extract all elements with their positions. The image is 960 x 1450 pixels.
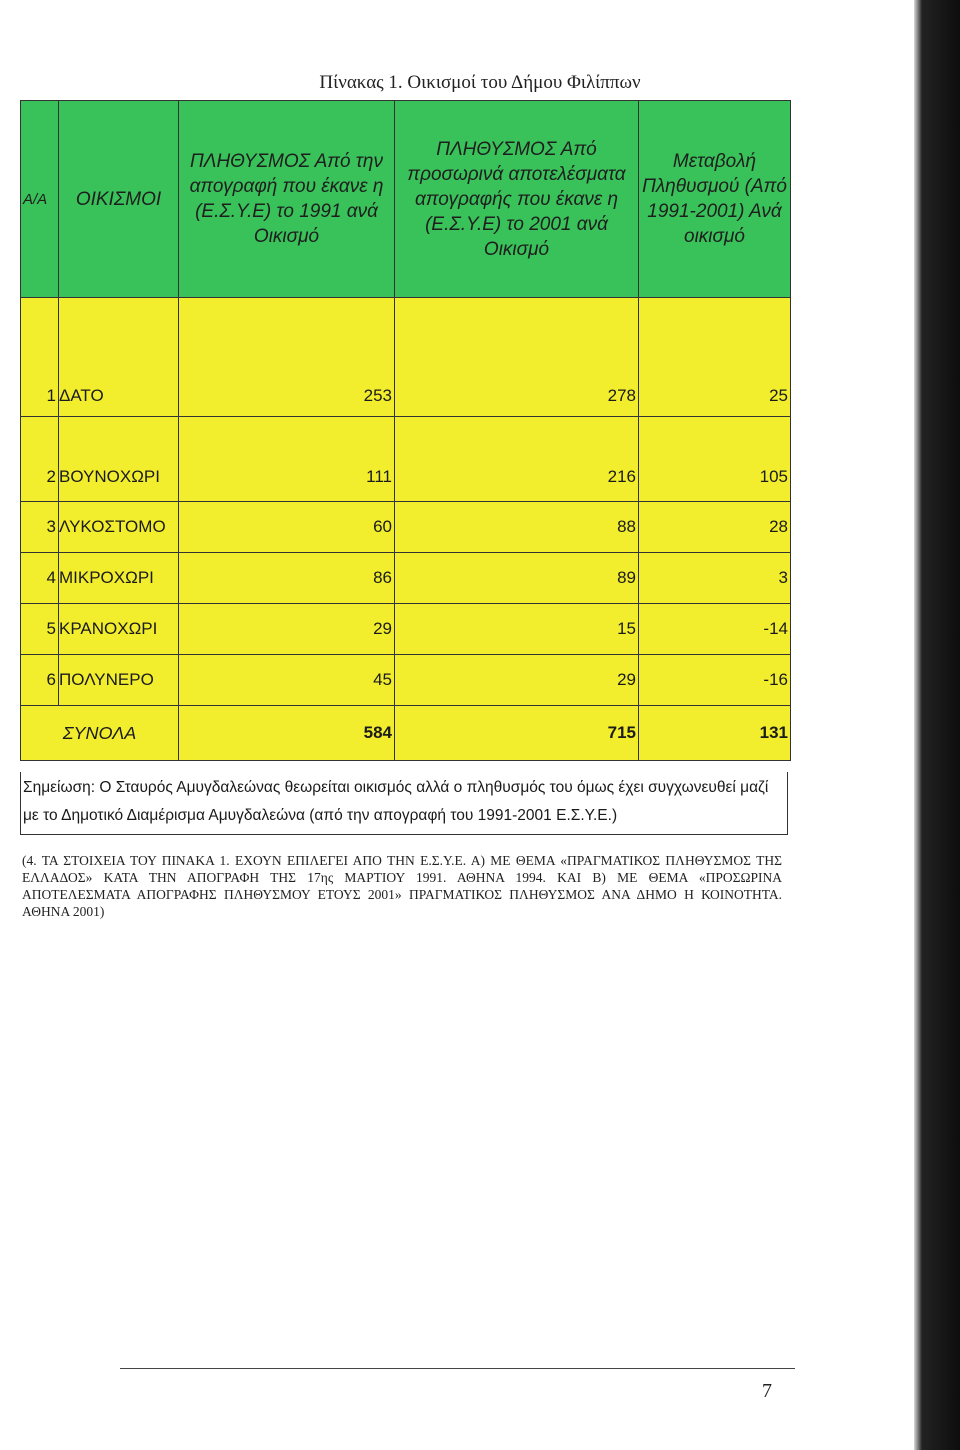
table-row <box>21 604 791 655</box>
change-value: 25 <box>639 298 791 417</box>
pop-2001-value: 29 <box>395 655 639 706</box>
page-number: 7 <box>762 1380 772 1402</box>
settlement-name: ΚΡΑΝΟΧΩΡΙ <box>59 604 179 655</box>
row-number: 3 <box>21 502 59 553</box>
row-number: 2 <box>21 417 59 502</box>
footer-rule <box>120 1368 795 1369</box>
header-change: Μεταβολή Πληθυσμού (Από 1991-2001) Ανά οικισμό <box>639 101 791 298</box>
header-settlement: ΟΙΚΙΣΜΟΙ <box>59 101 179 298</box>
table-note: Σημείωση: Ο Σταυρός Αμυγδαλεώνας θεωρείται οικισμός αλλά ο πληθυσμός του όμως έχει συγχωνευθεί μαζί με το Δημοτικό Διαμέρισμα Αμυγδαλεώνα (από την απογραφή του 1991-2001 Ε.Σ.Υ.Ε.) <box>20 772 788 835</box>
pop-1991-value: 253 <box>179 298 395 417</box>
header-aa: Α/Α <box>21 101 59 298</box>
pop-2001-value: 216 <box>395 417 639 502</box>
change-value: 28 <box>639 502 791 553</box>
row-number: 4 <box>21 553 59 604</box>
table-row <box>21 417 791 502</box>
pop-1991-value: 86 <box>179 553 395 604</box>
scan-dark-edge <box>914 0 960 1450</box>
change-value: 3 <box>639 553 791 604</box>
header-pop-1991: ΠΛΗΘΥΣΜΟΣ Από την απογραφή που έκανε η (Ε.Σ.Υ.Ε) το 1991 ανά Οικισμό <box>179 101 395 298</box>
row-number: 1 <box>21 298 59 417</box>
totals-label: ΣΥΝΟΛΑ <box>21 706 179 761</box>
table-row <box>21 655 791 706</box>
pop-2001-value: 15 <box>395 604 639 655</box>
table-caption: Πίνακας 1. Οικισμοί του Δήμου Φιλίππων <box>319 72 641 93</box>
population-table <box>20 100 790 761</box>
pop-1991-value: 111 <box>179 417 395 502</box>
total-pop-1991: 584 <box>179 706 395 761</box>
total-pop-2001: 715 <box>395 706 639 761</box>
settlement-name: ΛΥΚΟΣΤΟΜΟ <box>59 502 179 553</box>
source-citation: (4. ΤΑ ΣΤΟΙΧΕΙΑ ΤΟΥ ΠΙΝΑΚΑ 1. ΕΧΟΥΝ ΕΠΙΛΕΓΕΙ ΑΠΟ ΤΗΝ Ε.Σ.Υ.Ε. Α) ΜΕ ΘΕΜΑ «ΠΡΑΓΜΑΤΙΚΟΣ ΠΛΗΘΥΣΜΟΣ ΤΗΣ ΕΛΛΑΔΟΣ» ΚΑΤΑ ΤΗΝ ΑΠΟΓΡΑΦΗ ΤΗΣ 17ης ΜΑΡΤΙΟΥ 1991. ΑΘΗΝΑ 1994. ΚΑΙ Β) ΜΕ ΘΕΜΑ «ΠΡΟΣΩΡΙΝΑ ΑΠΟΤΕΛΕΣΜΑΤΑ ΑΠΟΓΡΑΦΗΣ ΠΛΗΘΥΣΜΟΥ ΕΤΟΥΣ 2001» ΠΡΑΓΜΑΤΙΚΟΣ ΠΛΗΘΥΣΜΟΣ ΑΝΑ ΔΗΜΟ Η ΚΟΙΝΟΤΗΤΑ. ΑΘΗΝΑ 2001) <box>22 853 782 919</box>
table-header-row <box>21 101 791 298</box>
table-row <box>21 502 791 553</box>
change-value: 105 <box>639 417 791 502</box>
pop-1991-value: 45 <box>179 655 395 706</box>
total-change: 131 <box>639 706 791 761</box>
row-number: 6 <box>21 655 59 706</box>
header-pop-2001: ΠΛΗΘΥΣΜΟΣ Από προσωρινά αποτελέσματα απογραφής που έκανε η (Ε.Σ.Υ.Ε) το 2001 ανά Οικισμό <box>395 101 639 298</box>
settlement-name: ΜΙΚΡΟΧΩΡΙ <box>59 553 179 604</box>
settlement-name: ΒΟΥΝΟΧΩΡΙ <box>59 417 179 502</box>
table-row <box>21 553 791 604</box>
row-number: 5 <box>21 604 59 655</box>
totals-row <box>21 706 791 761</box>
pop-1991-value: 60 <box>179 502 395 553</box>
change-value: -14 <box>639 604 791 655</box>
pop-2001-value: 89 <box>395 553 639 604</box>
settlement-name: ΠΟΛΥΝΕΡΟ <box>59 655 179 706</box>
settlement-name: ΔΑΤΟ <box>59 298 179 417</box>
pop-1991-value: 29 <box>179 604 395 655</box>
pop-2001-value: 278 <box>395 298 639 417</box>
change-value: -16 <box>639 655 791 706</box>
pop-2001-value: 88 <box>395 502 639 553</box>
table-row <box>21 298 791 417</box>
